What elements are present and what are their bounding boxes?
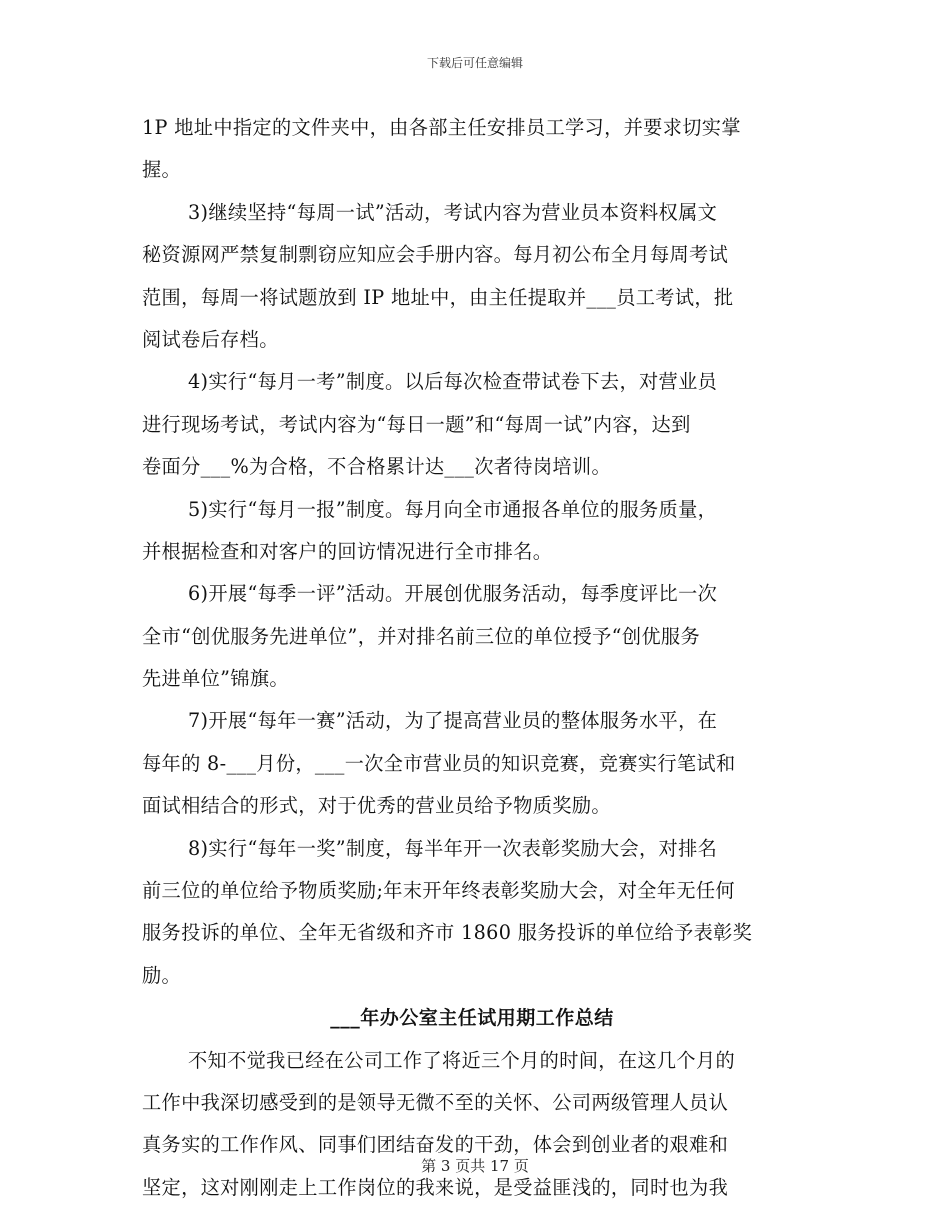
body-line: 卷面分___%为合格，不合格累计达___次者待岗培训。 bbox=[142, 455, 611, 479]
body-line: 服务投诉的单位、全年无省级和齐市 1860 服务投诉的单位给予表彰奖 bbox=[142, 921, 753, 945]
body-line: 全市“创优服务先进单位”，并对排名前三位的单位授予“创优服务 bbox=[142, 624, 700, 648]
paragraph-start-line: 不知不觉我已经在公司工作了将近三个月的时间，在这几个月的 bbox=[188, 1048, 736, 1072]
body-line: 工作中我深切感受到的是领导无微不至的关怀、公司两级管理人员认 bbox=[142, 1090, 729, 1114]
body-line: 进行现场考试，考试内容为“每日一题”和“每周一试”内容，达到 bbox=[142, 412, 691, 436]
body-line: 前三位的单位给予物质奖励;年末开年终表彰奖励大会，对全年无任何 bbox=[142, 879, 735, 903]
body-line: 阅试卷后存档。 bbox=[142, 327, 279, 351]
paragraph-start-line: 6)开展“每季一评”活动。开展创优服务活动，每季度评比一次 bbox=[188, 582, 718, 606]
body-line: 先进单位”锦旗。 bbox=[142, 667, 289, 691]
body-line: 握。 bbox=[142, 158, 182, 182]
body-line: 1P 地址中指定的文件夹中，由各部主任安排员工学习，并要求切实掌 bbox=[142, 116, 741, 139]
body-line: 励。 bbox=[142, 963, 182, 987]
document-body bbox=[142, 107, 802, 1209]
body-line: 真务实的工作作风、同事们团结奋发的干劲，体会到创业者的艰难和 bbox=[142, 1133, 729, 1157]
body-line: 面试相结合的形式，对于优秀的营业员给予物质奖励。 bbox=[142, 794, 611, 818]
body-line: 每年的 8-___月份，___一次全市营业员的知识竞赛，竞赛实行笔试和 bbox=[142, 751, 736, 775]
body-line: 范围，每周一将试题放到 IP 地址中，由主任提取并___员工考试，批 bbox=[142, 285, 734, 309]
section-title: ___年办公室主任试用期工作总结 bbox=[330, 1007, 614, 1030]
page-header: 下载后可任意编辑 bbox=[426, 56, 523, 70]
body-line: 坚定，这对刚刚走上工作岗位的我来说，是受益匪浅的，同时也为我 bbox=[142, 1175, 729, 1199]
body-line: 秘资源网严禁复制剽窃应知应会手册内容。每月初公布全月每周考试 bbox=[142, 243, 729, 267]
paragraph-start-line: 7)开展“每年一赛”活动，为了提高营业员的整体服务水平，在 bbox=[188, 709, 718, 733]
paragraph-start-line: 8)实行“每年一奖”制度，每半年开一次表彰奖励大会，对排名 bbox=[188, 836, 718, 860]
body-line: 并根据检查和对客户的回访情况进行全市排名。 bbox=[142, 539, 553, 563]
paragraph-start-line: 5)实行“每月一报”制度。每月向全市通报各单位的服务质量， bbox=[188, 497, 718, 521]
paragraph-start-line: 3)继续坚持“每周一试”活动，考试内容为营业员本资料权属文 bbox=[188, 200, 718, 224]
paragraph-start-line: 4)实行“每月一考”制度。以后每次检查带试卷下去，对营业员 bbox=[188, 370, 718, 394]
page-number-footer: 第 3 页共 17 页 bbox=[421, 1157, 529, 1175]
